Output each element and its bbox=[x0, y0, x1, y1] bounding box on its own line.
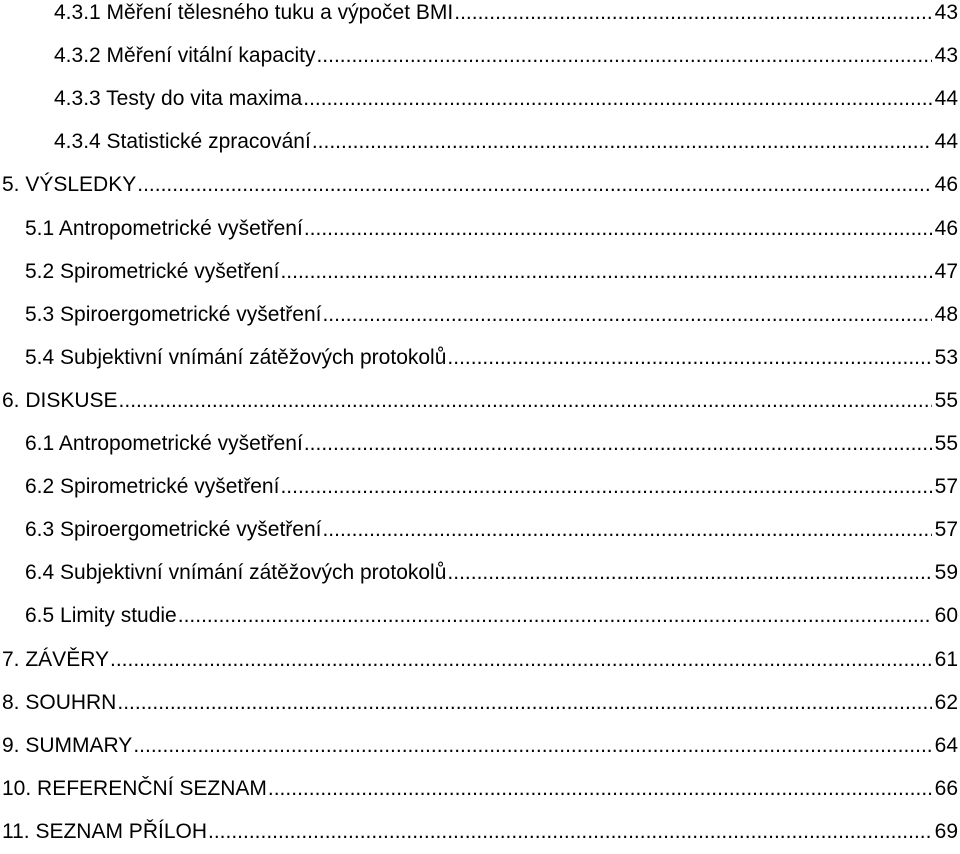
toc-entry-page-number: 46 bbox=[934, 216, 958, 240]
toc-entry-label: 5. VÝSLEDKY bbox=[2, 173, 137, 197]
toc-entry[interactable] bbox=[2, 817, 958, 847]
toc-entry-page-number: 57 bbox=[934, 518, 958, 542]
toc-entry-page-number: 43 bbox=[934, 1, 958, 24]
toc-entry-page-number: 44 bbox=[934, 87, 958, 111]
toc-entry-label: 4.3.3 Testy do vita maxima bbox=[54, 87, 303, 111]
toc-dot-leader bbox=[304, 429, 932, 459]
toc-dot-leader bbox=[268, 774, 932, 804]
toc-dot-leader bbox=[454, 0, 931, 28]
toc-dot-leader bbox=[447, 558, 931, 588]
toc-entry-page-number: 60 bbox=[934, 604, 958, 628]
toc-entry[interactable] bbox=[25, 257, 958, 287]
toc-dot-leader bbox=[117, 688, 931, 718]
toc-entry[interactable] bbox=[2, 731, 958, 761]
toc-entry[interactable] bbox=[2, 688, 958, 718]
toc-entry[interactable] bbox=[54, 127, 958, 157]
toc-dot-leader bbox=[280, 257, 931, 287]
toc-dot-leader bbox=[322, 300, 931, 330]
toc-entry-label: 6. DISKUSE bbox=[2, 388, 118, 412]
toc-entry[interactable] bbox=[25, 429, 958, 459]
toc-entry-label: 5.1 Antropometrické vyšetření bbox=[25, 216, 303, 240]
toc-entry-page-number: 44 bbox=[934, 130, 958, 154]
toc-entry[interactable] bbox=[2, 170, 958, 200]
toc-entry[interactable] bbox=[25, 558, 958, 588]
toc-entry-label: 9. SUMMARY bbox=[2, 733, 133, 757]
toc-entry-label: 5.4 Subjektivní vnímání zátěžových protokolů bbox=[25, 345, 447, 369]
toc-entry[interactable] bbox=[25, 472, 958, 502]
toc-entry-label: 6.1 Antropometrické vyšetření bbox=[25, 432, 303, 455]
toc-entry-page-number: 61 bbox=[934, 647, 958, 671]
toc-entry[interactable] bbox=[2, 386, 958, 416]
toc-dot-leader bbox=[312, 127, 932, 157]
toc-entry[interactable] bbox=[2, 645, 958, 675]
toc-entry-page-number: 57 bbox=[934, 475, 958, 499]
toc-entry-label: 6.2 Spirometrické vyšetření bbox=[25, 475, 280, 499]
toc-entry-page-number: 43 bbox=[934, 44, 958, 68]
toc-entry[interactable] bbox=[54, 0, 958, 28]
toc-entry-label: 7. ZÁVĚRY bbox=[2, 647, 109, 671]
toc-entry-page-number: 53 bbox=[934, 345, 958, 369]
toc-entry-page-number: 55 bbox=[934, 388, 958, 412]
toc-entry-page-number: 48 bbox=[934, 302, 958, 326]
toc-entry-page-number: 64 bbox=[934, 733, 958, 757]
toc-entry[interactable] bbox=[25, 343, 958, 373]
toc-dot-leader bbox=[208, 817, 932, 847]
toc-dot-leader bbox=[322, 515, 931, 545]
toc-dot-leader bbox=[110, 645, 932, 675]
toc-dot-leader bbox=[137, 170, 931, 200]
toc-entry-page-number: 66 bbox=[934, 776, 958, 800]
toc-entry-page-number: 47 bbox=[934, 259, 958, 283]
toc-entry-label: 4.3.4 Statistické zpracování bbox=[54, 130, 311, 154]
toc-entry-label: 11. SEZNAM PŘÍLOH bbox=[2, 819, 207, 843]
toc-entry[interactable] bbox=[54, 84, 958, 114]
toc-entry-label: 4.3.2 Měření vitální kapacity bbox=[54, 44, 316, 68]
toc-dot-leader bbox=[280, 472, 931, 502]
toc-entry-page-number: 69 bbox=[934, 819, 958, 843]
toc-entry[interactable] bbox=[54, 41, 958, 71]
toc-entry-page-number: 55 bbox=[934, 432, 958, 455]
toc-entry[interactable] bbox=[25, 515, 958, 545]
toc-entry[interactable] bbox=[2, 774, 958, 804]
toc-entry[interactable] bbox=[25, 300, 958, 330]
toc-entry-page-number: 46 bbox=[934, 173, 958, 197]
toc-dot-leader bbox=[178, 601, 932, 631]
toc-entry-label: 6.3 Spiroergometrické vyšetření bbox=[25, 518, 322, 542]
toc-entry-label: 4.3.1 Měření tělesného tuku a výpočet BMI bbox=[54, 1, 454, 24]
toc-entry-label: 5.2 Spirometrické vyšetření bbox=[25, 259, 280, 283]
toc-dot-leader bbox=[304, 214, 932, 244]
toc-entry-page-number: 59 bbox=[934, 561, 958, 585]
toc-entry[interactable] bbox=[25, 214, 958, 244]
toc-dot-leader bbox=[133, 731, 931, 761]
toc-entry[interactable] bbox=[25, 601, 958, 631]
toc-entry-label: 5.3 Spiroergometrické vyšetření bbox=[25, 302, 322, 326]
toc-dot-leader bbox=[447, 343, 931, 373]
toc-dot-leader bbox=[303, 84, 931, 114]
toc-entry-label: 8. SOUHRN bbox=[2, 690, 117, 714]
toc-entry-label: 6.4 Subjektivní vnímání zátěžových protokolů bbox=[25, 561, 447, 585]
toc-entry-label: 10. REFERENČNÍ SEZNAM bbox=[2, 776, 267, 800]
toc-entry-page-number: 62 bbox=[934, 690, 958, 714]
toc-dot-leader bbox=[119, 386, 932, 416]
toc-dot-leader bbox=[316, 41, 931, 71]
toc-entry-label: 6.5 Limity studie bbox=[25, 604, 177, 628]
